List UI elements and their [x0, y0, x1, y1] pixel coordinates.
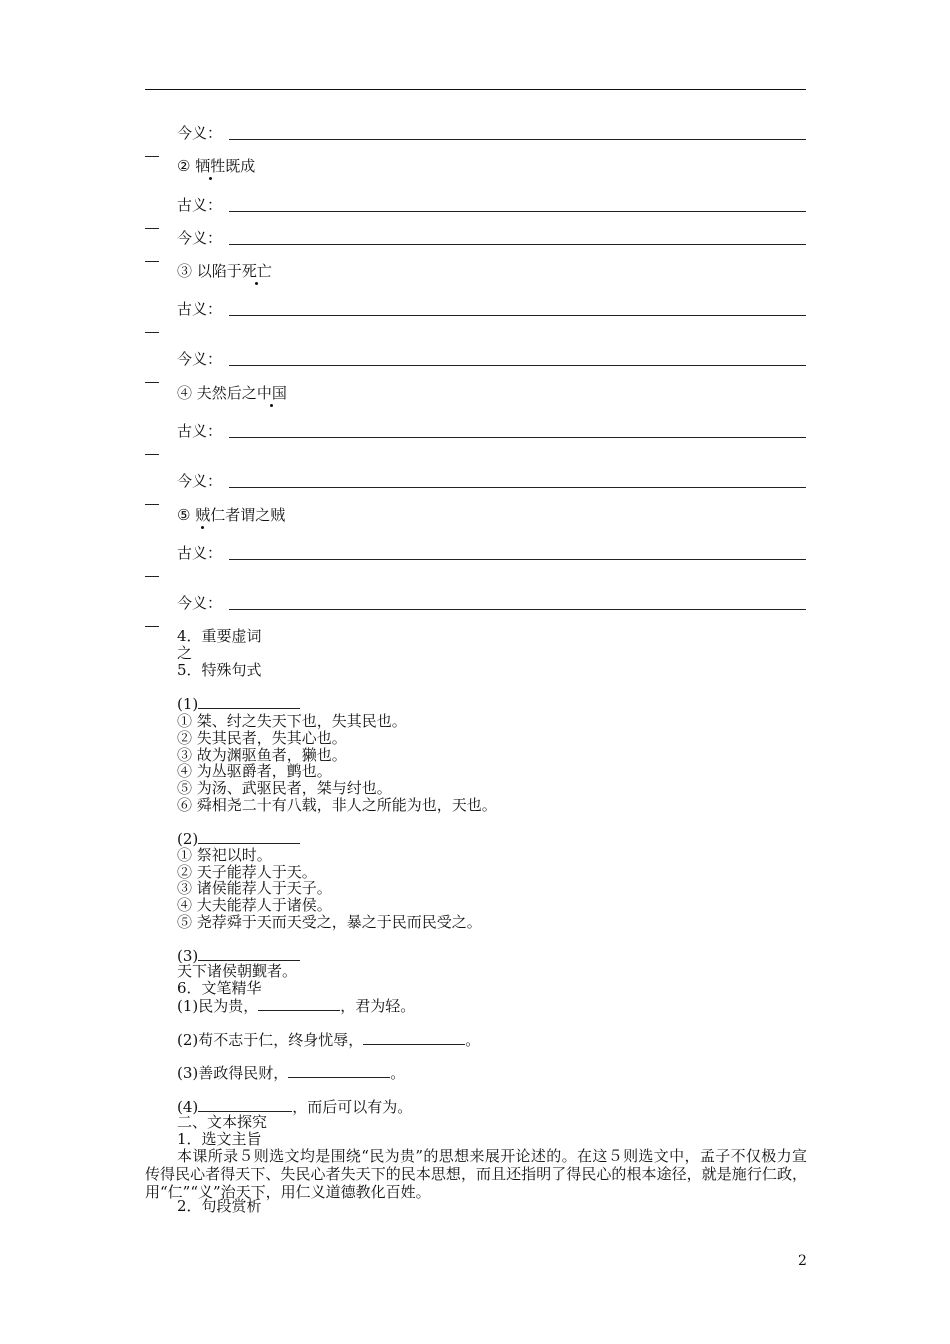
jin-label: 今义：: [177, 229, 223, 247]
sec4-title: 4．重要虚词: [177, 627, 262, 645]
gu-label: 古义：: [177, 300, 223, 318]
blank-field[interactable]: [258, 996, 340, 1011]
dotted-word: 牺牲: [195, 157, 226, 175]
jin-label: 今义：: [177, 350, 223, 368]
page-number: 2: [798, 1253, 807, 1269]
quote-4: (4) ，而后可以有为。: [177, 1098, 413, 1116]
margin-dash: [145, 228, 159, 229]
sentence: ④ 大夫能荐人于诸侯。: [177, 896, 332, 914]
group-3-label: (3): [177, 946, 300, 965]
answer-line[interactable]: [229, 211, 806, 212]
sentence: ④ 为丛驱爵者，鹯也。: [177, 762, 332, 780]
part2-sub2: 2．句段赏析: [177, 1197, 262, 1215]
sentence: ① 桀、纣之失天下也，失其民也。: [177, 712, 407, 730]
dotted-word: 中国: [256, 384, 287, 402]
dotted-word: 贼: [195, 506, 211, 524]
blank-field[interactable]: [198, 829, 300, 844]
answer-line[interactable]: [229, 437, 806, 438]
item-2: ② 牺牲既成: [177, 157, 256, 175]
sec5-title: 5．特殊句式: [177, 661, 262, 679]
blank-field[interactable]: [198, 946, 300, 961]
gu-label: 古义：: [177, 196, 223, 214]
jin-label: 今义：: [177, 594, 223, 612]
sentence: ② 失其民者，失其心也。: [177, 729, 347, 747]
jin-label: 今义：: [177, 472, 223, 490]
blank-field[interactable]: [198, 1097, 292, 1112]
group-1-label: (1): [177, 694, 300, 713]
sentence: ⑤ 尧荐舜于天而天受之，暴之于民而民受之。: [177, 913, 482, 931]
gu-label: 古义：: [177, 544, 223, 562]
blank-field[interactable]: [198, 694, 300, 709]
quote-3: (3)善政得民财， 。: [177, 1064, 406, 1082]
answer-line[interactable]: [229, 609, 806, 610]
item-3: ③ 以陷于死亡: [177, 262, 272, 280]
margin-dash: [145, 576, 159, 577]
margin-dash: [145, 382, 159, 383]
part2-sub1: 1．选文主旨: [177, 1130, 262, 1148]
answer-line[interactable]: [229, 365, 806, 366]
blank-field[interactable]: [288, 1063, 390, 1078]
margin-dash: [145, 156, 159, 157]
margin-dash: [145, 626, 159, 627]
sentence: ③ 诸侯能荐人于天子。: [177, 879, 332, 897]
quote-2: (2)苟不志于仁，终身忧辱， 。: [177, 1031, 481, 1049]
jin-label: 今义：: [177, 124, 223, 142]
header-rule: [145, 89, 806, 90]
sentence: ① 祭祀以时。: [177, 846, 272, 864]
item-4: ④ 夫然后之中国: [177, 384, 287, 402]
group-2-label: (2): [177, 829, 300, 848]
margin-dash: [145, 332, 159, 333]
blank-field[interactable]: [363, 1030, 465, 1045]
margin-dash: [145, 504, 159, 505]
answer-line[interactable]: [229, 139, 806, 140]
sec4-content: 之: [177, 644, 193, 662]
answer-line[interactable]: [229, 487, 806, 488]
sentence: 天下诸侯朝觐者。: [177, 962, 298, 980]
sentence: ⑥ 舜相尧二十有八载，非人之所能为也，天也。: [177, 796, 497, 814]
quote-1: (1)民为贵， ，君为轻。: [177, 997, 416, 1015]
summary-paragraph: 本课所录５则选文均是围绕“民为贵”的思想来展开论述的。在这５则选文中，孟子不仅极力宣传得民心者得天下、失民心者失天下的民本思想，而且还指明了得民心的根本途径，就是施行仁政，用“仁”“义”治天下，用仁义道德教化百姓。: [145, 1147, 807, 1201]
item-5: ⑤ 贼仁者谓之贼: [177, 506, 286, 524]
sentence: ③ 故为渊驱鱼者，獭也。: [177, 746, 347, 764]
sec6-title: 6．文笔精华: [177, 979, 262, 997]
margin-dash: [145, 261, 159, 262]
answer-line[interactable]: [229, 559, 806, 560]
gu-label: 古义：: [177, 422, 223, 440]
sentence: ② 天子能荐人于天。: [177, 863, 317, 881]
answer-line[interactable]: [229, 315, 806, 316]
margin-dash: [145, 454, 159, 455]
answer-line[interactable]: [229, 244, 806, 245]
sentence: ⑤ 为汤、武驱民者，桀与纣也。: [177, 779, 392, 797]
dotted-word: 死亡: [241, 262, 272, 280]
part2-title: 二、文本探究: [177, 1113, 268, 1131]
